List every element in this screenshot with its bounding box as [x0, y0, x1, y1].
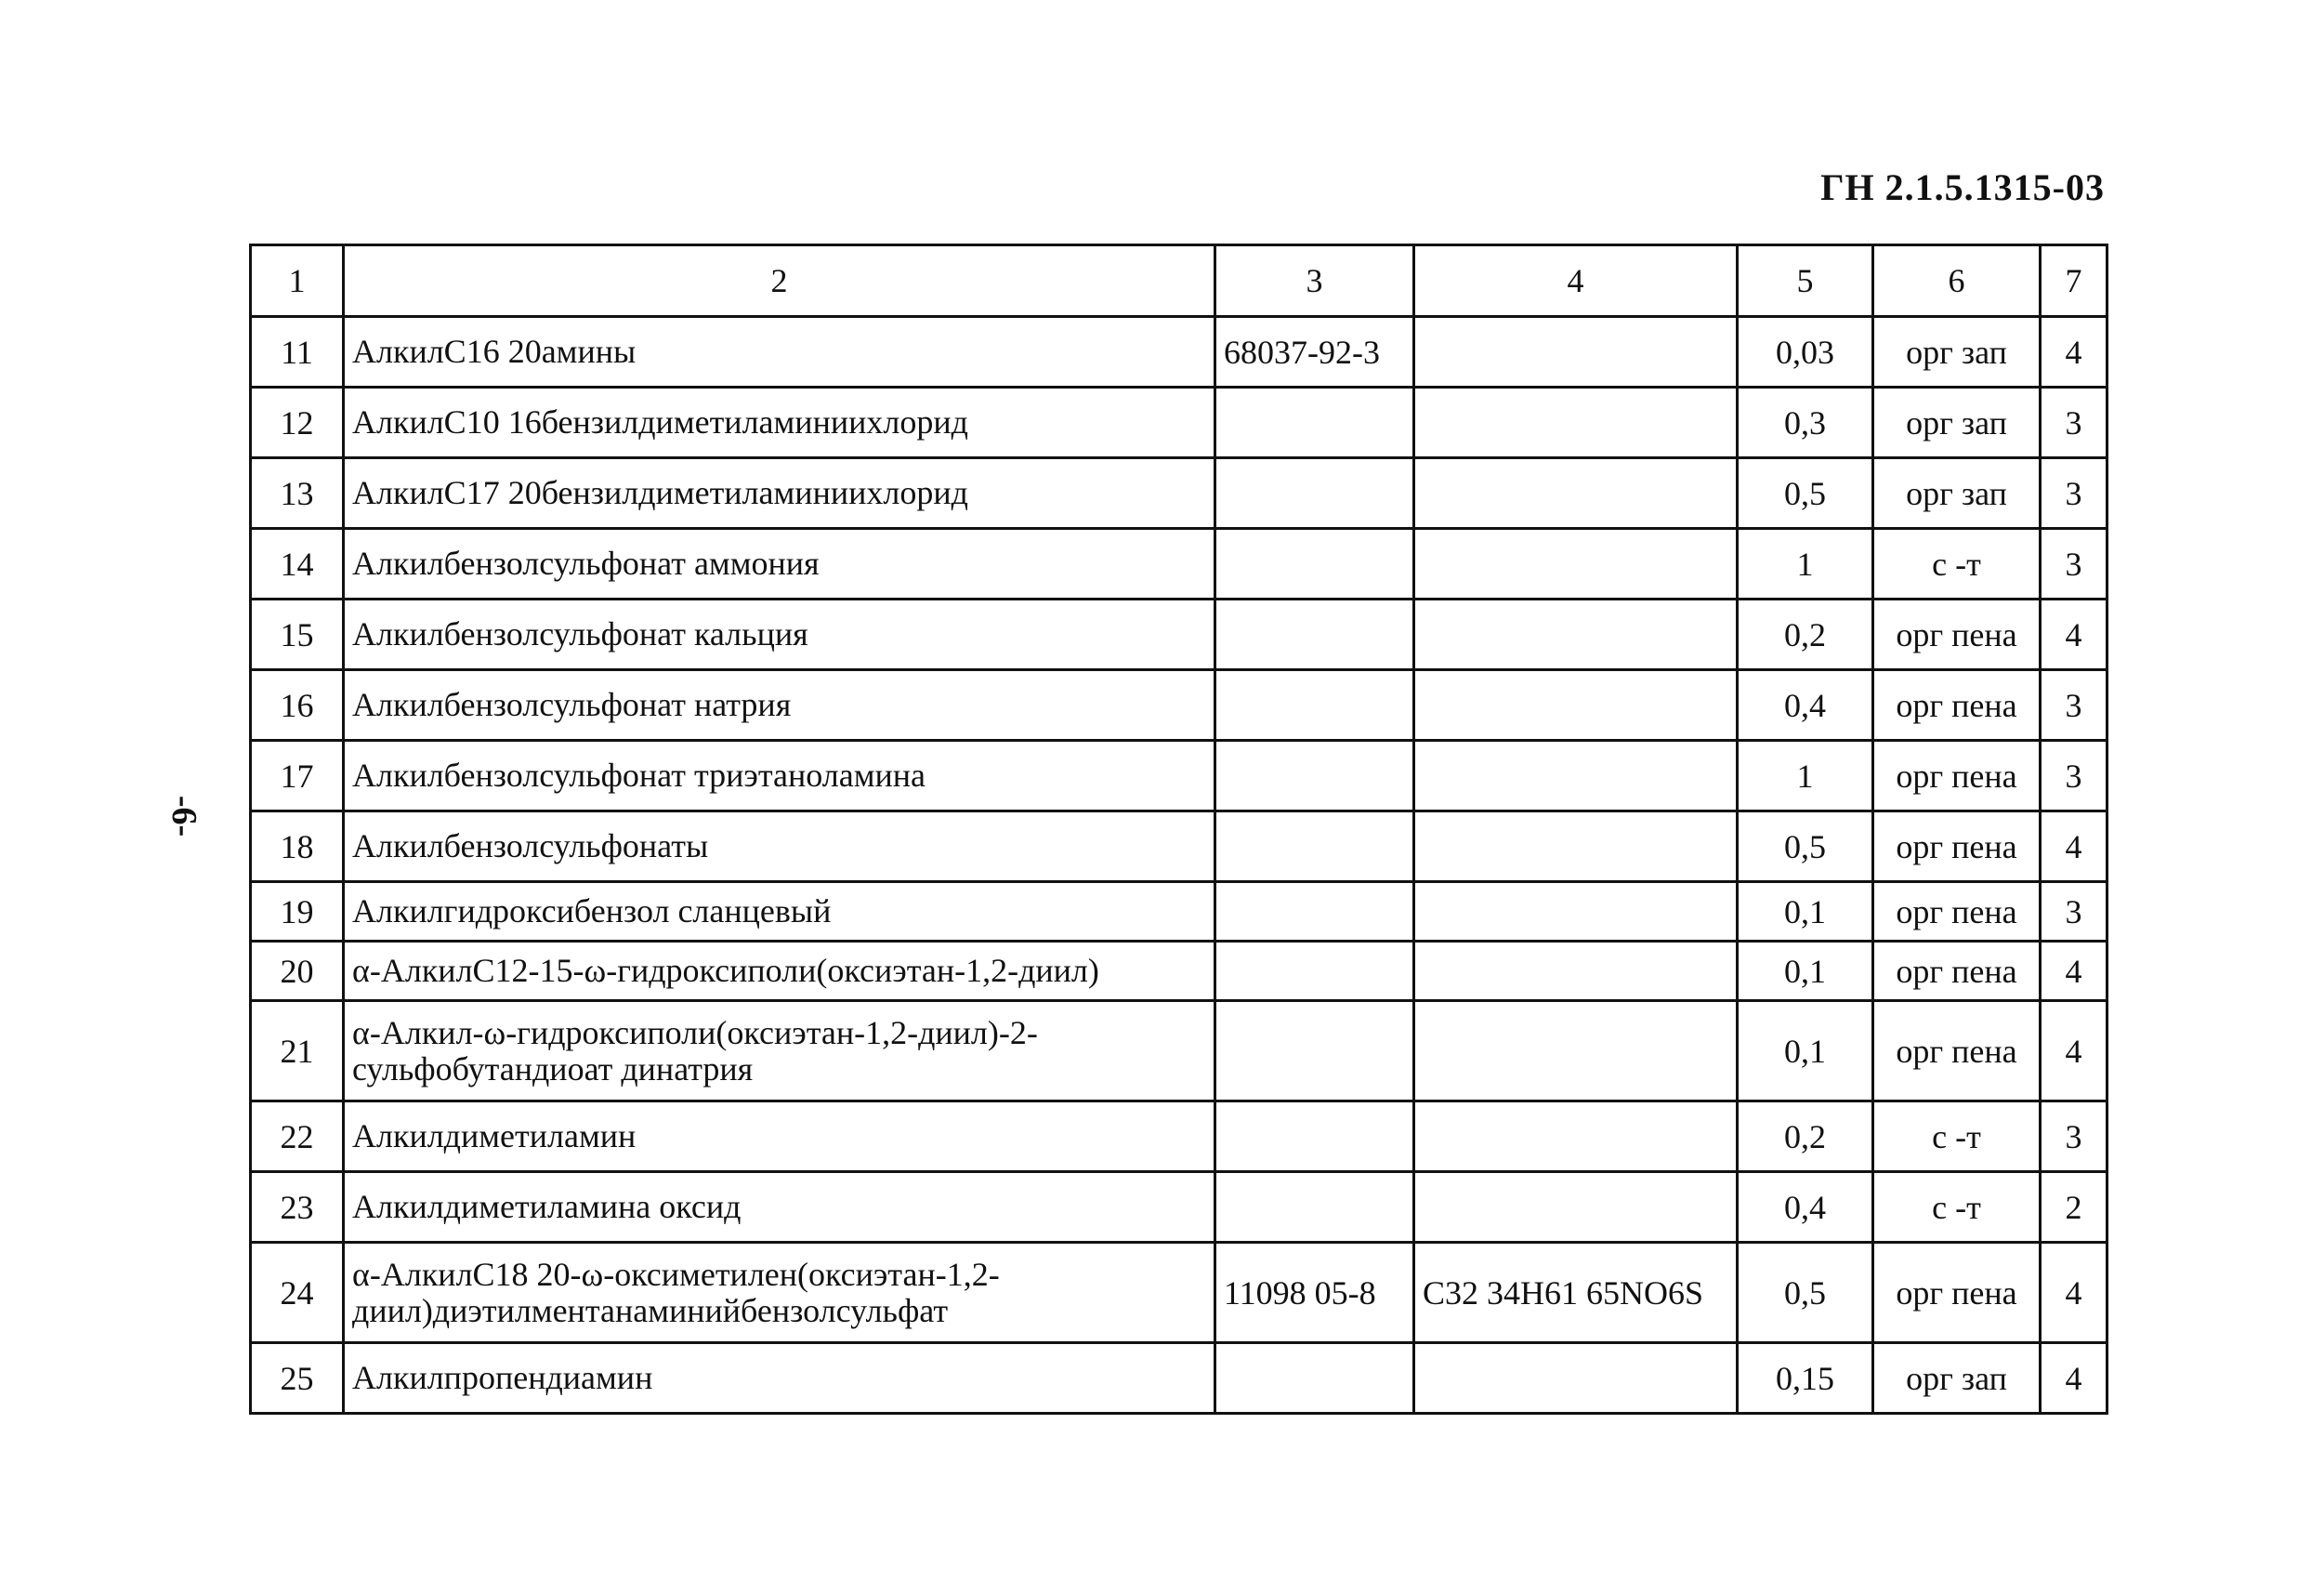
- harm-indicator: с -т: [1873, 1101, 2041, 1172]
- chemical-formula: [1414, 1001, 1738, 1101]
- chemical-formula: [1414, 388, 1738, 458]
- chemical-formula: C32 34H61 65NO6S: [1414, 1243, 1738, 1343]
- cas-number: [1215, 882, 1414, 942]
- substance-name: Алкилпропендиамин: [344, 1343, 1215, 1414]
- limit-value: 0,4: [1738, 670, 1873, 741]
- hazard-class: 4: [2041, 600, 2107, 670]
- cas-number: [1215, 600, 1414, 670]
- cas-number: 11098 05-8: [1215, 1243, 1414, 1343]
- row-number: 16: [251, 670, 344, 741]
- column-header-4: 4: [1414, 245, 1738, 317]
- row-number: 15: [251, 600, 344, 670]
- harm-indicator: орг пена: [1873, 882, 2041, 942]
- cas-number: [1215, 458, 1414, 529]
- row-number: 14: [251, 529, 344, 600]
- hazard-class: 3: [2041, 882, 2107, 942]
- chemical-formula: [1414, 1343, 1738, 1414]
- table-row: [251, 1243, 2107, 1343]
- row-number: 21: [251, 1001, 344, 1101]
- chemical-formula: [1414, 670, 1738, 741]
- table-row: [251, 1343, 2107, 1414]
- cas-number: [1215, 670, 1414, 741]
- harm-indicator: орг зап: [1873, 388, 2041, 458]
- limit-value: 0,5: [1738, 1243, 1873, 1343]
- table-body: [251, 317, 2107, 1414]
- limit-value: 0,2: [1738, 1101, 1873, 1172]
- limit-value: 1: [1738, 741, 1873, 811]
- document-code: ГН 2.1.5.1315-03: [1820, 166, 2105, 208]
- limit-value: 0,2: [1738, 600, 1873, 670]
- hazard-class: 4: [2041, 811, 2107, 882]
- chemical-formula: [1414, 1101, 1738, 1172]
- limit-value: 0,1: [1738, 882, 1873, 942]
- substance-name: α-АлкилC18 20-ω-оксиметилен(оксиэтан-1,2-диил)диэтилментанаминийбензолсульфат: [344, 1243, 1215, 1343]
- cas-number: [1215, 811, 1414, 882]
- column-header-6: 6: [1873, 245, 2041, 317]
- substance-name: АлкилC10 16бензилдиметиламиниихлорид: [344, 388, 1215, 458]
- substance-name: Алкилбензолсульфонат триэтаноламина: [344, 741, 1215, 811]
- substance-name: Алкилбензолсульфонат натрия: [344, 670, 1215, 741]
- limit-value: 0,03: [1738, 317, 1873, 388]
- limit-value: 0,1: [1738, 1001, 1873, 1101]
- chemical-formula: [1414, 600, 1738, 670]
- harm-indicator: орг пена: [1873, 741, 2041, 811]
- row-number: 12: [251, 388, 344, 458]
- hazard-class: 3: [2041, 670, 2107, 741]
- row-number: 13: [251, 458, 344, 529]
- row-number: 23: [251, 1172, 344, 1243]
- cas-number: [1215, 388, 1414, 458]
- table-row: [251, 741, 2107, 811]
- table-row: [251, 811, 2107, 882]
- table-row: [251, 458, 2107, 529]
- hazard-class: 3: [2041, 1101, 2107, 1172]
- hazard-class: 4: [2041, 1243, 2107, 1343]
- chemical-formula: [1414, 1172, 1738, 1243]
- table-row: [251, 1172, 2107, 1243]
- cas-number: 68037-92-3: [1215, 317, 1414, 388]
- harm-indicator: с -т: [1873, 1172, 2041, 1243]
- page-number: -6-: [164, 795, 204, 837]
- harm-indicator: орг пена: [1873, 1243, 2041, 1343]
- hazard-class: 3: [2041, 388, 2107, 458]
- substance-name: Алкилдиметиламина оксид: [344, 1172, 1215, 1243]
- substance-norms-table: [249, 244, 2108, 1415]
- harm-indicator: орг зап: [1873, 1343, 2041, 1414]
- chemical-formula: [1414, 741, 1738, 811]
- limit-value: 0,3: [1738, 388, 1873, 458]
- substance-name: α-АлкилC12-15-ω-гидроксиполи(оксиэтан-1,2-диил): [344, 942, 1215, 1001]
- column-header-5: 5: [1738, 245, 1873, 317]
- table-row: [251, 1101, 2107, 1172]
- chemical-formula: [1414, 942, 1738, 1001]
- harm-indicator: орг пена: [1873, 942, 2041, 1001]
- limit-value: 0,15: [1738, 1343, 1873, 1414]
- substance-name: Алкилгидроксибензол сланцевый: [344, 882, 1215, 942]
- substance-name: Алкилбензолсульфонаты: [344, 811, 1215, 882]
- substance-name: Алкилдиметиламин: [344, 1101, 1215, 1172]
- chemical-formula: [1414, 317, 1738, 388]
- substance-name: АлкилC16 20амины: [344, 317, 1215, 388]
- column-header-7: 7: [2041, 245, 2107, 317]
- substance-name: α-Алкил-ω-гидроксиполи(оксиэтан-1,2-диил)-2-сульфобутандиоат динатрия: [344, 1001, 1215, 1101]
- limit-value: 0,5: [1738, 458, 1873, 529]
- table-row: [251, 317, 2107, 388]
- limit-value: 0,4: [1738, 1172, 1873, 1243]
- hazard-class: 4: [2041, 317, 2107, 388]
- hazard-class: 4: [2041, 942, 2107, 1001]
- limit-value: 0,5: [1738, 811, 1873, 882]
- substance-name: Алкилбензолсульфонат кальция: [344, 600, 1215, 670]
- table-row: [251, 670, 2107, 741]
- hazard-class: 2: [2041, 1172, 2107, 1243]
- column-header-3: 3: [1215, 245, 1414, 317]
- table-row: [251, 942, 2107, 1001]
- limit-value: 0,1: [1738, 942, 1873, 1001]
- hazard-class: 4: [2041, 1001, 2107, 1101]
- column-number-row: [251, 245, 2107, 317]
- cas-number: [1215, 741, 1414, 811]
- row-number: 24: [251, 1243, 344, 1343]
- hazard-class: 3: [2041, 529, 2107, 600]
- row-number: 25: [251, 1343, 344, 1414]
- harm-indicator: орг пена: [1873, 811, 2041, 882]
- cas-number: [1215, 1172, 1414, 1243]
- substance-name: Алкилбензолсульфонат аммония: [344, 529, 1215, 600]
- hazard-class: 3: [2041, 458, 2107, 529]
- hazard-class: 4: [2041, 1343, 2107, 1414]
- row-number: 19: [251, 882, 344, 942]
- harm-indicator: орг пена: [1873, 670, 2041, 741]
- harm-indicator: орг зап: [1873, 317, 2041, 388]
- table-row: [251, 600, 2107, 670]
- row-number: 18: [251, 811, 344, 882]
- limit-value: 1: [1738, 529, 1873, 600]
- table-row: [251, 388, 2107, 458]
- cas-number: [1215, 1101, 1414, 1172]
- column-header-1: 1: [251, 245, 344, 317]
- row-number: 20: [251, 942, 344, 1001]
- harm-indicator: с -т: [1873, 529, 2041, 600]
- hazard-class: 3: [2041, 741, 2107, 811]
- column-header-2: 2: [344, 245, 1215, 317]
- row-number: 22: [251, 1101, 344, 1172]
- cas-number: [1215, 942, 1414, 1001]
- chemical-formula: [1414, 882, 1738, 942]
- row-number: 17: [251, 741, 344, 811]
- chemical-formula: [1414, 811, 1738, 882]
- row-number: 11: [251, 317, 344, 388]
- cas-number: [1215, 529, 1414, 600]
- chemical-formula: [1414, 458, 1738, 529]
- chemical-formula: [1414, 529, 1738, 600]
- harm-indicator: орг зап: [1873, 458, 2041, 529]
- harm-indicator: орг пена: [1873, 600, 2041, 670]
- harm-indicator: орг пена: [1873, 1001, 2041, 1101]
- cas-number: [1215, 1343, 1414, 1414]
- table-row: [251, 882, 2107, 942]
- table-row: [251, 1001, 2107, 1101]
- substance-name: АлкилC17 20бензилдиметиламиниихлорид: [344, 458, 1215, 529]
- cas-number: [1215, 1001, 1414, 1101]
- table-row: [251, 529, 2107, 600]
